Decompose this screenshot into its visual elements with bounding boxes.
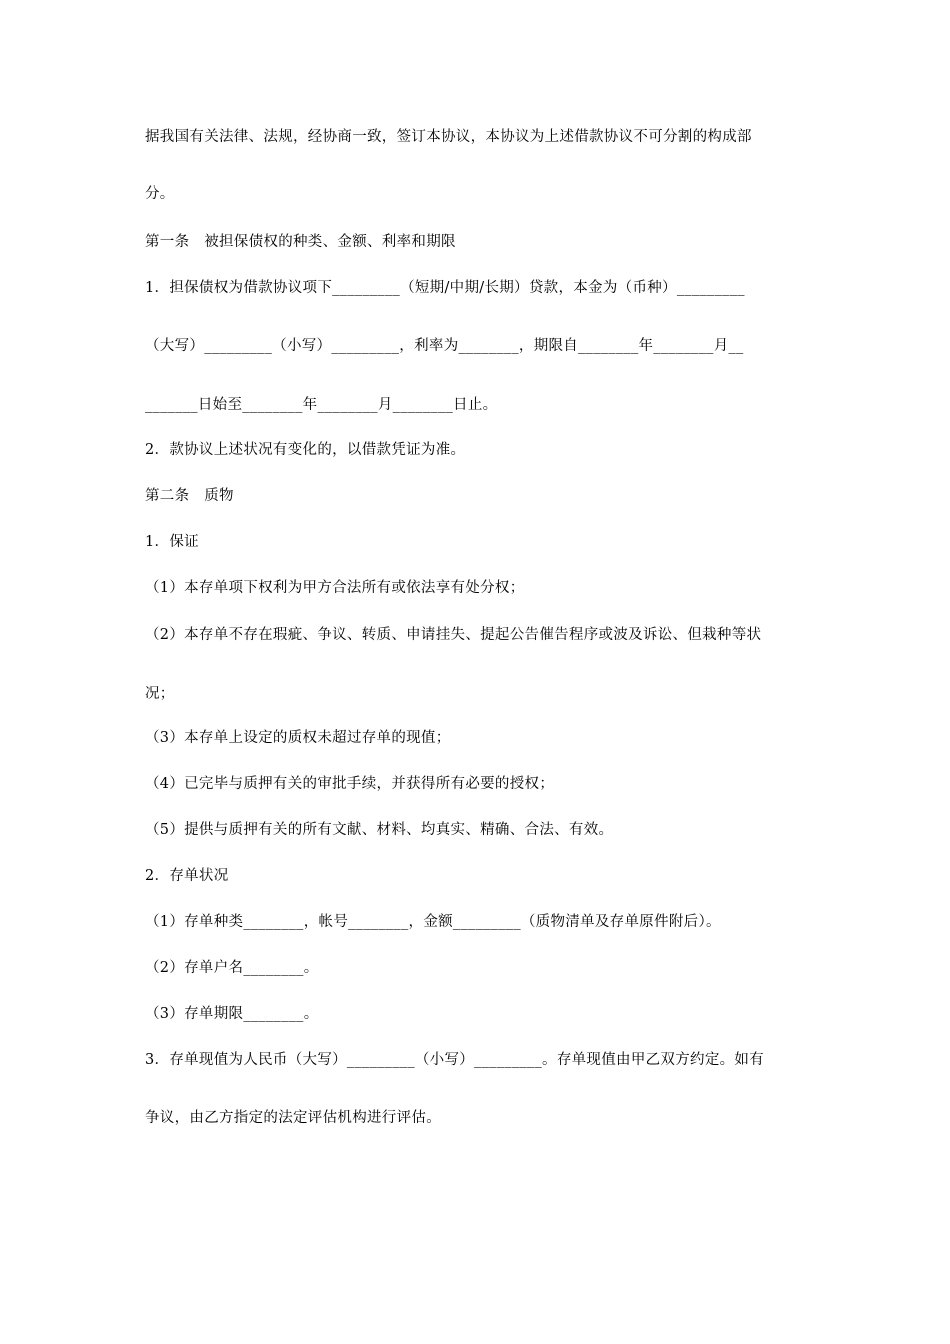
text-line: （2）本存单不存在瑕疵、争议、转质、申请挂失、提起公告催告程序或波及诉讼、但栽种等状 (145, 627, 762, 643)
text-line: （3）本存单上设定的质权未超过存单的现值； (145, 730, 451, 746)
text-line: （4）已完毕与质押有关的审批手续，并获得所有必要的授权； (145, 776, 555, 792)
text-line: （1）本存单项下权利为甲方合法所有或依法享有处分权； (145, 580, 525, 596)
text-line: （大写）_________（小写）_________，利率为________，期限自________年________月__ (145, 338, 744, 354)
text-line: （3）存单期限________。 (145, 1006, 319, 1022)
article-heading: 第二条 质物 (145, 488, 234, 504)
text-line: 3．存单现值为人民币（大写）_________（小写）_________。存单现值由甲乙双方约定。如有 (145, 1052, 765, 1068)
text-line: 分。 (145, 186, 175, 202)
text-line: 争议，由乙方指定的法定评估机构进行评估。 (145, 1110, 441, 1126)
text-line: （1）存单种类________，帐号________，金额_________（质物清单及存单原件附后）。 (145, 914, 721, 930)
text-line: （2）存单户名________。 (145, 960, 319, 976)
text-line: （5）提供与质押有关的所有文献、材料、均真实、精确、合法、有效。 (145, 822, 614, 838)
text-line: 1．担保债权为借款协议项下_________（短期/中期/长期）贷款，本金为（币种）_________ (145, 280, 745, 296)
article-heading: 第一条 被担保债权的种类、金额、利率和期限 (145, 234, 456, 250)
text-line: 1．保证 (145, 534, 199, 550)
text-line: 2．款协议上述状况有变化的，以借款凭证为准。 (145, 442, 466, 458)
text-line: 据我国有关法律、法规，经协商一致，签订本协议，本协议为上述借款协议不可分割的构成部 (145, 129, 752, 145)
text-line: 况； (145, 686, 175, 702)
text-line: _______日始至________年________月________日止。 (145, 397, 498, 413)
text-line: 2．存单状况 (145, 868, 229, 884)
